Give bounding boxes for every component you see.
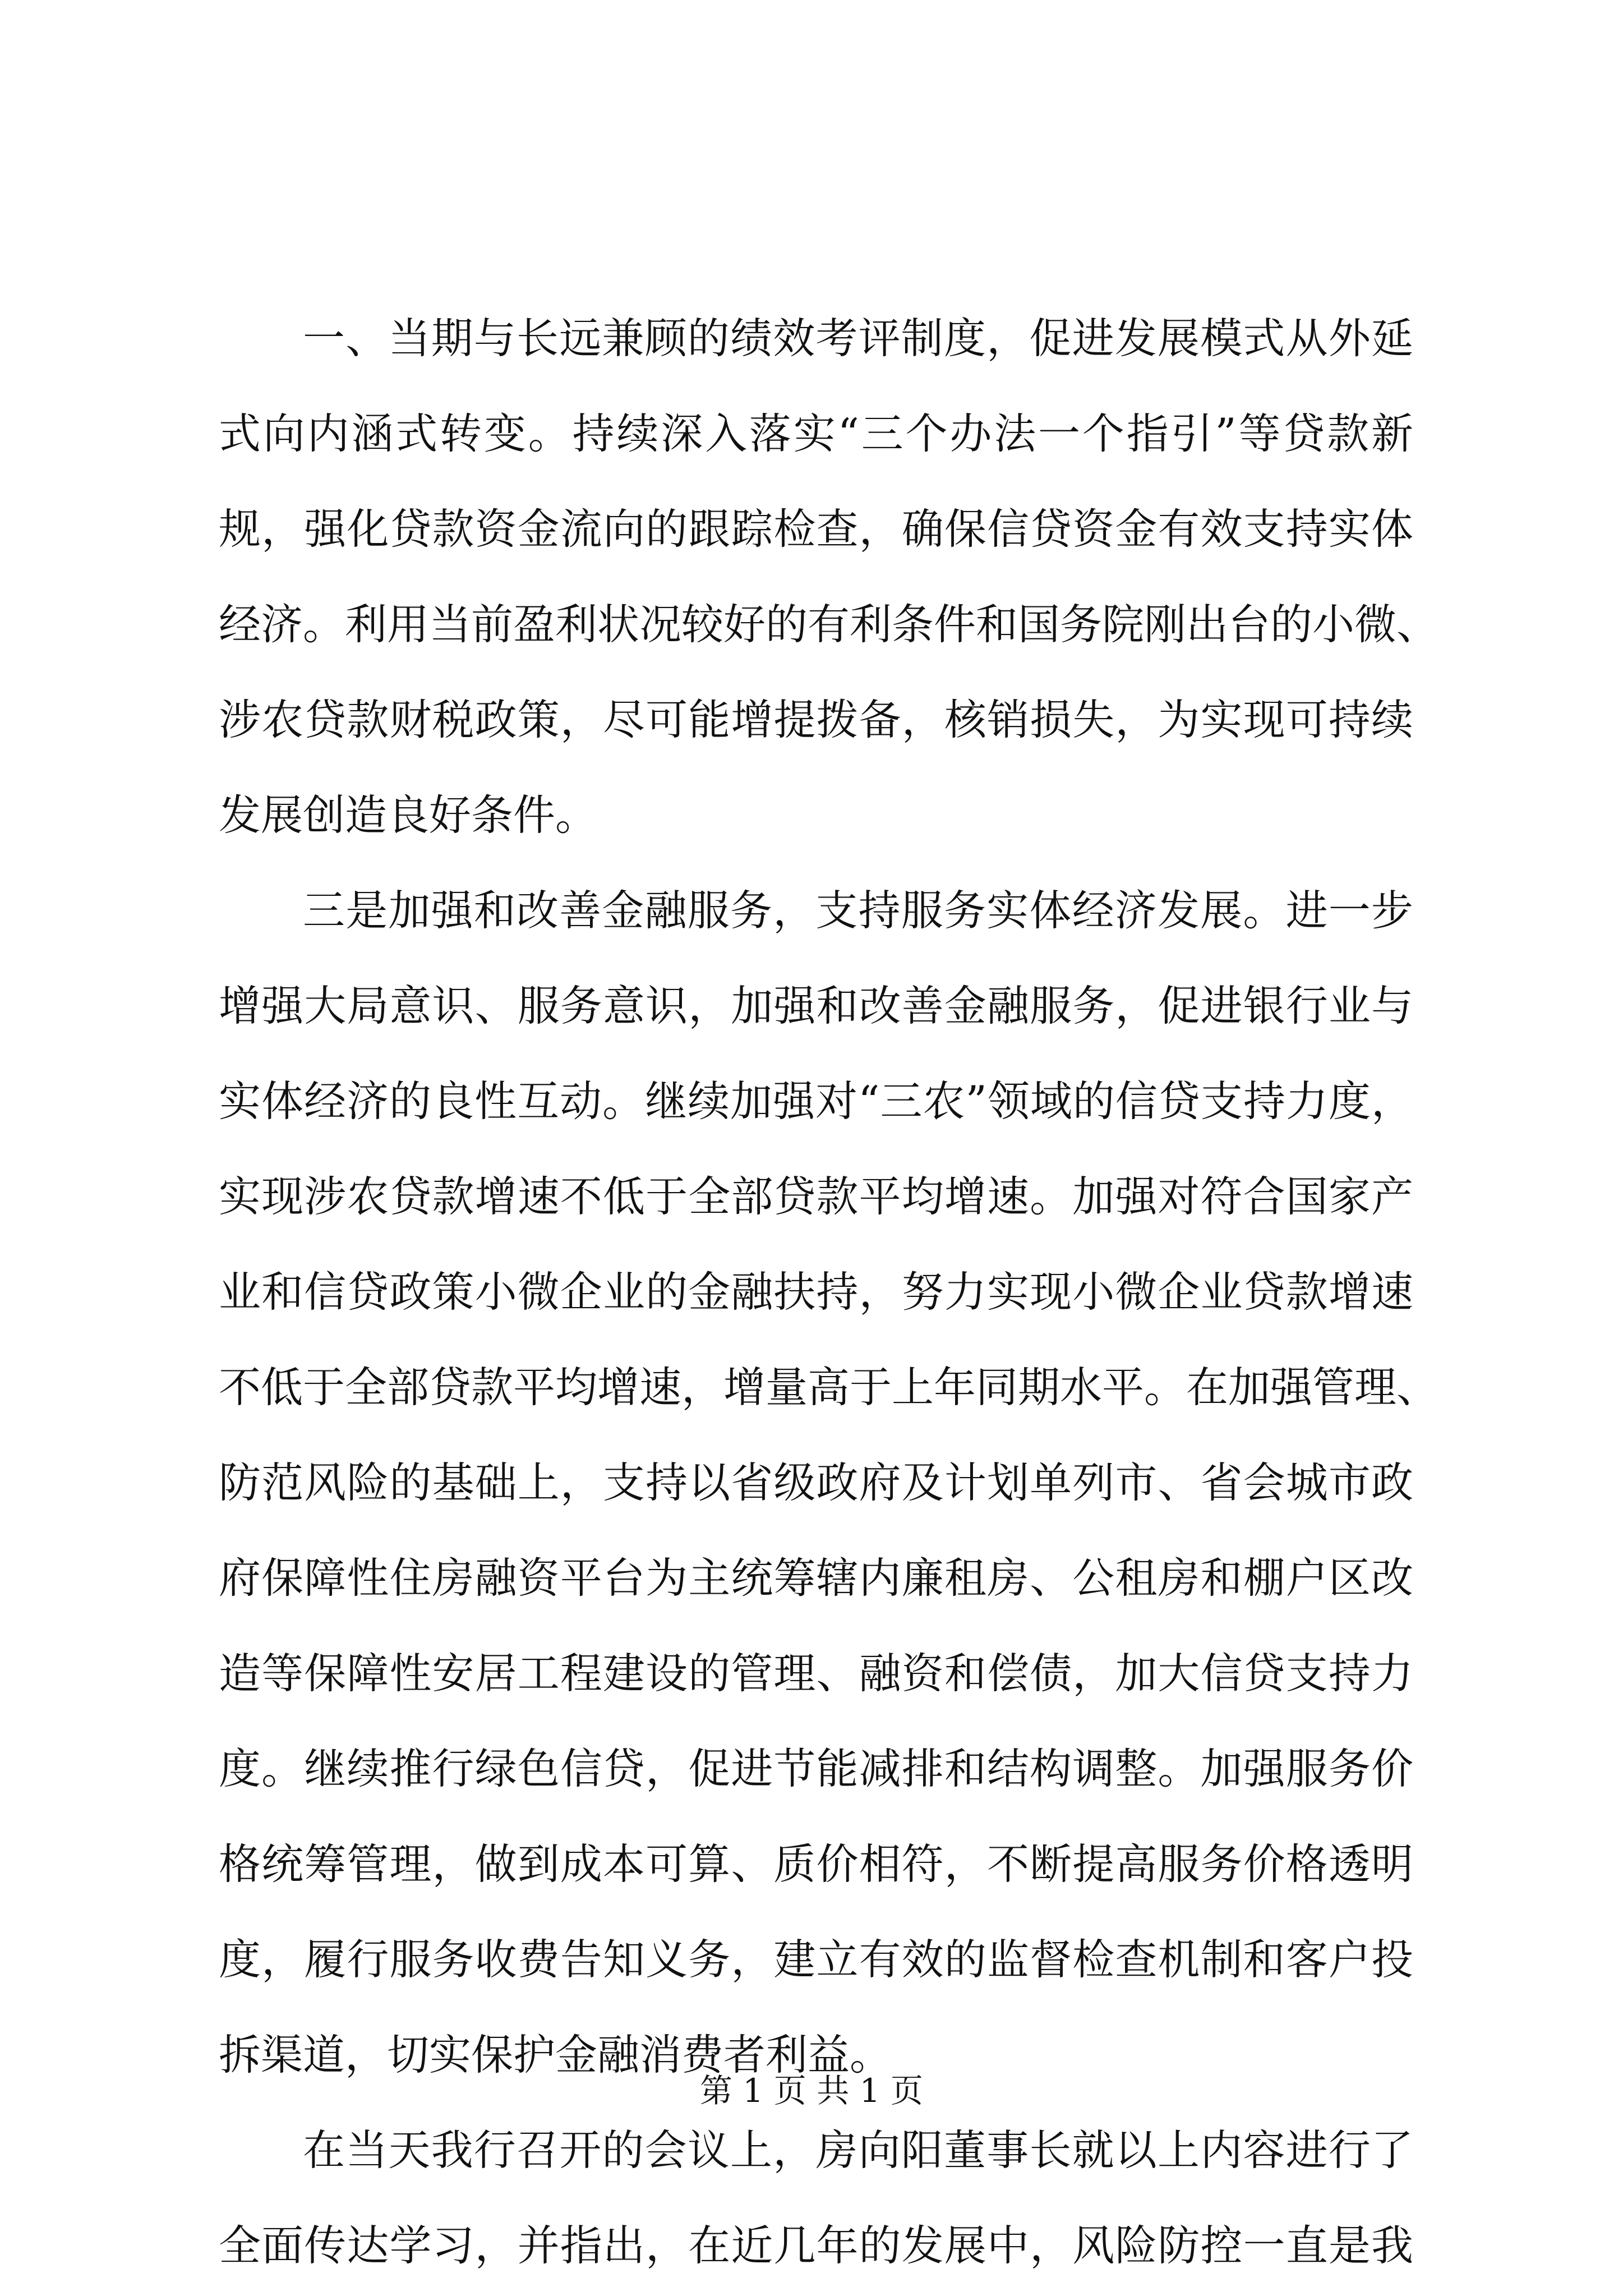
paragraph-3-line-1: 在当天我行召开的会议上，房向阳董事长就以上内容进行了: [303, 2125, 1413, 2175]
paragraph-2-line-12: 度，履行服务收费告知义务，建立有效的监督检查机制和客户投: [219, 1935, 1413, 1984]
paragraph-2-line-6: 不低于全部贷款平均增速，增量高于上年同期水平。在加强管理、: [219, 1363, 1439, 1412]
paragraph-1-line-4: 经济。利用当前盈利状况较好的有利条件和国务院刚出台的小微、: [219, 600, 1439, 649]
paragraph-3-line-2: 全面传达学习，并指出，在近几年的发展中，风险防控一直是我: [219, 2221, 1413, 2270]
paragraph-1-line-2: 式向内涵式转变。持续深入落实“三个办法一个指引”等贷款新: [219, 409, 1413, 458]
paragraph-2-line-10: 度。继续推行绿色信贷，促进节能减排和结构调整。加强服务价: [219, 1744, 1413, 1793]
paragraph-2-line-13: 拆渠道，切实保护金融消费者利益。: [219, 2030, 892, 2079]
paragraph-1-line-5: 涉农贷款财税政策，尽可能增提拨备，核销损失，为实现可持续: [219, 695, 1413, 744]
paragraph-1-line-1: 一、当期与长远兼顾的绩效考评制度，促进发展模式从外延: [303, 314, 1413, 363]
paragraph-2-line-3: 实体经济的良性互动。继续加强对“三农”领域的信贷支持力度，: [219, 1076, 1413, 1126]
paragraph-2-line-11: 格统筹管理，做到成本可算、质价相符，不断提高服务价格透明: [219, 1839, 1413, 1889]
paragraph-2-line-1: 三是加强和改善金融服务，支持服务实体经济发展。进一步: [303, 886, 1413, 935]
paragraph-2-line-7: 防范风险的基础上，支持以省级政府及计划单列市、省会城市政: [219, 1458, 1413, 1507]
paragraph-2-line-4: 实现涉农贷款增速不低于全部贷款平均增速。加强对符合国家产: [219, 1172, 1413, 1221]
paragraph-1-line-3: 规，强化贷款资金流向的跟踪检查，确保信贷资金有效支持实体: [219, 504, 1413, 554]
paragraph-2-line-8: 府保障性住房融资平台为主统筹辖内廉租房、公租房和棚户区改: [219, 1553, 1413, 1603]
paragraph-2-line-5: 业和信贷政策小微企业的金融扶持，努力实现小微企业贷款增速: [219, 1267, 1413, 1317]
paragraph-2-line-2: 增强大局意识、服务意识，加强和改善金融服务，促进银行业与: [219, 981, 1413, 1030]
page-footer: 第 1 页 共 1 页: [700, 2072, 923, 2110]
paragraph-2-line-9: 造等保障性安居工程建设的管理、融资和偿债，加大信贷支持力: [219, 1649, 1413, 1698]
document-body: [219, 291, 1439, 2293]
paragraph-1-line-6: 发展创造良好条件。: [219, 790, 598, 840]
